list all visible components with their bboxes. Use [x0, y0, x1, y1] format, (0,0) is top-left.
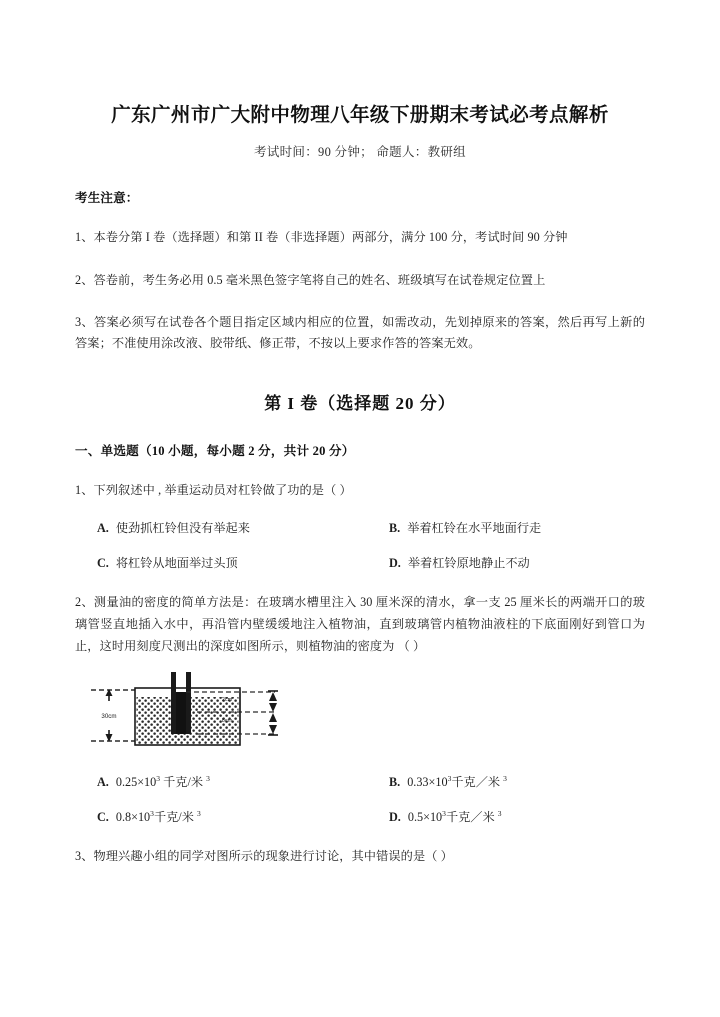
option-text: 使劲抓杠铃但没有举起来: [115, 521, 250, 536]
tube-wall-left: [171, 672, 176, 734]
option-value: 0.25×10: [115, 774, 157, 789]
option-letter: C.: [97, 809, 109, 824]
question-1-options-row-1: [75, 519, 645, 536]
notice-item-3: 3、答案必须写在试卷各个题目指定区域内相应的位置，如需改动，先划掉原来的答案，然后再写上新的答案；不准使用涂改液、胶带纸、修正带，不按以上要求作答的答案无效。: [75, 315, 645, 351]
notice-item-1: 1、本卷分第 I 卷（选择题）和第 II 卷（非选择题）两部分，满分 100 分，考试时间 90 分钟: [75, 230, 568, 245]
notice-item-2: 2、答卷前，考生务必用 0.5 毫米黑色签字笔将自己的姓名、班级填写在试卷规定位置上: [75, 272, 546, 287]
option-exponent: 3: [150, 808, 154, 818]
figure-label-right-upper: 2cm: [221, 696, 233, 703]
figure-label-left-depth: 30cm: [101, 712, 117, 720]
option-exponent: 3: [442, 808, 446, 818]
option-unit-exponent: 3: [206, 773, 210, 783]
question-2-figure: [75, 672, 645, 755]
glass-tank-oil-column-diagram: [87, 672, 302, 750]
question-2-option-d[interactable]: [371, 808, 645, 825]
option-unit: 千克/米: [163, 774, 204, 789]
option-value: 0.5×10: [407, 809, 443, 824]
question-2-option-c[interactable]: [97, 808, 371, 825]
option-unit-exponent: 3: [196, 808, 201, 818]
option-letter: A.: [97, 521, 109, 536]
option-letter: D.: [389, 556, 401, 571]
notice-heading: 考生注意：: [75, 191, 139, 206]
question-2-options-row-2: [75, 808, 645, 825]
question-1-options-row-2: [75, 554, 645, 571]
option-exponent: 3: [447, 773, 452, 783]
exam-subtitle: 考试时间：90 分钟； 命题人：教研组: [254, 145, 466, 160]
option-value: 0.33×10: [407, 774, 448, 789]
option-value: 0.8×10: [115, 809, 151, 824]
option-text: 举着杠铃原地静止不动: [407, 556, 530, 571]
option-unit: 千克／米: [451, 774, 501, 789]
option-letter: C.: [97, 556, 109, 571]
oil-column: [176, 692, 186, 734]
option-letter: D.: [389, 809, 401, 824]
option-letter: B.: [389, 774, 401, 789]
option-letter: B.: [389, 521, 401, 536]
option-unit-exponent: 3: [503, 773, 507, 783]
figure-label-right-lower: 8cm: [221, 717, 233, 724]
question-2-option-a[interactable]: [97, 773, 371, 790]
option-letter: A.: [97, 774, 109, 789]
page-title: 广东广州市广大附中物理八年级下册期末考试必考点解析: [111, 105, 609, 126]
right-arrow-upper: [268, 691, 278, 712]
question-1-option-a[interactable]: [97, 519, 371, 536]
question-2-options-row-1: [75, 773, 645, 790]
section-heading-part-1: 第 I 卷（选择题 20 分）: [264, 393, 456, 413]
option-unit: 千克／米: [445, 809, 495, 824]
question-2-stem: 2、测量油的密度的简单方法是：在玻璃水槽里注入 30 厘米深的清水，拿一支 25 厘米长的两端开口的玻璃管竖直地插入水中，再沿管内壁缓缓地注入植物油，直到玻璃管内植物油液柱的下底面刚好到管口为止，这时用刻度尺测出的深度如图所示，则植物油的密度为 （ ）: [75, 595, 645, 653]
right-arrow-lower: [268, 713, 278, 735]
option-text: 举着杠铃在水平地面行走: [407, 521, 542, 536]
question-1-option-b[interactable]: [371, 519, 645, 536]
tube-wall-right: [186, 672, 191, 734]
question-1-stem: 1、下列叙述中 , 举重运动员对杠铃做了功的是（ ）: [75, 482, 352, 497]
option-text: 将杠铃从地面举过头顶: [115, 556, 238, 571]
question-1-option-c[interactable]: [97, 554, 371, 571]
question-3-stem: 3、物理兴趣小组的同学对图所示的现象进行讨论，其中错误的是（ ）: [75, 848, 453, 863]
option-exponent: 3: [156, 773, 161, 783]
question-1-option-d[interactable]: [371, 554, 645, 571]
option-unit: 千克/米: [153, 809, 194, 824]
group-heading-single-choice: 一、单选题（10 小题，每小题 2 分，共计 20 分）: [75, 443, 355, 458]
option-unit-exponent: 3: [497, 808, 502, 818]
question-2-option-b[interactable]: [371, 773, 645, 790]
